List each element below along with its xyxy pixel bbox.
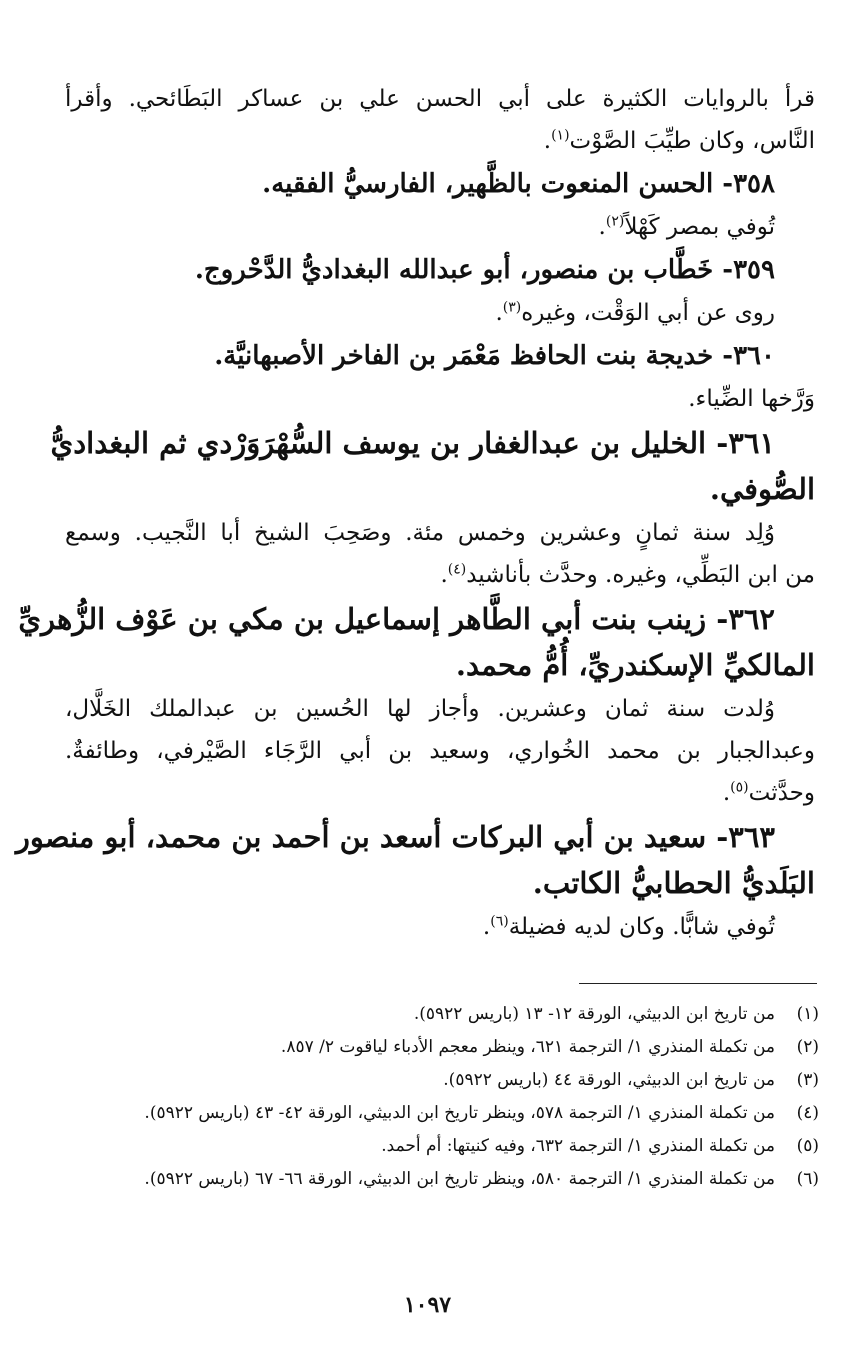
- entry-text: [65, 554, 815, 596]
- entry-text: [65, 906, 815, 948]
- text-span: تُوفي بمصر كَهْلاً: [624, 214, 775, 240]
- footnote: [67, 1033, 819, 1062]
- footnote-ref: (٦): [490, 913, 509, 930]
- footnote-number: (٥): [796, 1136, 819, 1156]
- entry-text: وعبدالجبار بن محمد الخُواري، وسعيد بن أبي الرَّجَاء الصَّيْرفي، وطائفةٌ.: [65, 738, 815, 764]
- footnote: [67, 1099, 819, 1128]
- entry-title: ٣٥٨- الحسن المنعوت بالظَّهير، الفارسيُّ الفقيه.: [262, 169, 775, 199]
- footnote-ref: (٤): [447, 561, 467, 578]
- footnote-number: (٢): [796, 1037, 819, 1057]
- entry-title: المالكيِّ الإسكندريِّ، أُمُّ محمد.: [455, 648, 815, 682]
- footnote-number: (٤): [796, 1103, 819, 1123]
- text-span: من ابن البَطِّي، وغيره. وحدَّث بأناشيد: [466, 562, 815, 588]
- footnote-text: من تاريخ ابن الدبيثي، الورقة ١٢- ١٣ (باريس ٥٩٢٢).: [413, 1004, 775, 1024]
- text-span: النَّاس، وكان طيِّبَ الصَّوْت: [569, 128, 815, 154]
- entry-text: [65, 772, 815, 814]
- footnote-separator: [579, 983, 817, 984]
- entry-title: الصُّوفي.: [709, 472, 815, 506]
- entry-text: وَرَّخها الضِّياء.: [688, 386, 815, 412]
- footnote: [67, 1000, 819, 1029]
- footnote: [67, 1132, 819, 1161]
- footnote-text: من تاريخ ابن الدبيثي، الورقة ٤٤ (باريس ٥٩٢٢).: [443, 1070, 775, 1090]
- entry-title: ٣٦٣- سعيد بن أبي البركات أسعد بن أحمد بن محمد، أبو منصور: [15, 820, 775, 854]
- text-span: .: [598, 214, 606, 240]
- footnote-text: من تكملة المنذري ١/ الترجمة ٦٣٢، وفيه كنيتها: أم أحمد.: [381, 1136, 775, 1156]
- text-span: .: [495, 300, 503, 326]
- footnote-ref: (٥): [730, 779, 749, 796]
- entry-title: ٣٥٩- خَطَّاب بن منصور، أبو عبدالله البغداديُّ الدَّحْروج.: [194, 255, 775, 285]
- footnote-text: من تكملة المنذري ١/ الترجمة ٦٢١، وينظر معجم الأدباء لياقوت ٢/ ٨٥٧.: [280, 1037, 775, 1057]
- entry-title: ٣٦٠- خديجة بنت الحافظ مَعْمَر بن الفاخر الأصبهانيَّة.: [214, 341, 775, 371]
- footnote-text: من تكملة المنذري ١/ الترجمة ٥٨٠، وينظر تاريخ ابن الدبيثي، الورقة ٦٦- ٦٧ (باريس ٥٩٢٢).: [144, 1169, 775, 1189]
- footnote-ref: (١): [551, 127, 570, 144]
- footnote-number: (١): [796, 1004, 819, 1024]
- footnote: [67, 1066, 819, 1095]
- text-span: .: [482, 914, 491, 940]
- text-span: .: [440, 562, 448, 588]
- footnotes: [67, 1000, 819, 1198]
- entry-title: البَلَديُّ الحطابيُّ الكاتب.: [532, 866, 815, 900]
- footnote-number: (٦): [796, 1169, 819, 1189]
- footnote-ref: (٢): [605, 213, 625, 230]
- text-span: وحدَّثت: [748, 780, 815, 806]
- text-span: .: [543, 128, 552, 154]
- footnote-number: (٣): [796, 1070, 819, 1090]
- entry-text: [65, 292, 815, 334]
- text-span: تُوفي شابًّا. وكان لديه فضيلة: [508, 914, 775, 940]
- entry-title: ٣٦٢- زينب بنت أبي الطَّاهر إسماعيل بن مكي بن عَوْف الزُّهريِّ: [18, 602, 775, 636]
- page-number: ١٠٩٧: [403, 1292, 452, 1318]
- entry-text: [65, 206, 815, 248]
- footnote-ref: (٣): [502, 299, 522, 316]
- text-line: قرأ بالروايات الكثيرة على أبي الحسن علي بن عساكر البَطَائحي. وأقرأ: [65, 86, 815, 112]
- main-text: [15, 78, 815, 948]
- text-span: .: [722, 780, 731, 806]
- footnote-text: من تكملة المنذري ١/ الترجمة ٥٧٨، وينظر تاريخ ابن الدبيثي، الورقة ٤٢- ٤٣ (باريس ٥٩٢٢).: [144, 1103, 775, 1123]
- footnote: [67, 1165, 819, 1194]
- entry-text: وُلِد سنة ثمانٍ وعشرين وخمس مئة. وصَحِبَ الشيخ أبا النَّجيب. وسمع: [65, 520, 775, 546]
- text-span: روى عن أبي الوَقْت، وغيره: [521, 300, 775, 326]
- text-line: [65, 120, 815, 162]
- entry-text: وُلدت سنة ثمان وعشرين. وأجاز لها الحُسين بن عبدالملك الخَلَّال،: [65, 696, 775, 722]
- entry-title: ٣٦١- الخليل بن عبدالغفار بن يوسف السُّهْرَوَرْدي ثم البغداديُّ: [50, 426, 775, 460]
